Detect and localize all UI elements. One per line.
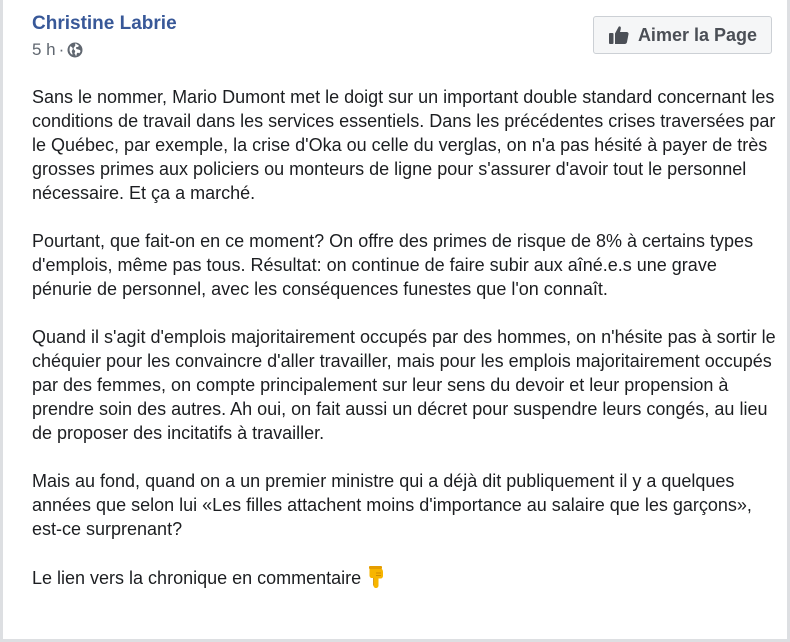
post-header xyxy=(32,12,177,60)
like-page-label: Aimer la Page xyxy=(637,24,757,45)
post-meta xyxy=(32,40,177,60)
post-last-line-text: Le lien vers la chronique en commentaire xyxy=(32,568,362,588)
post-paragraph: Pourtant, que fait-on en ce moment? On offre des primes de risque de 8% à certains types d'emplois, même pas tous. Résultat: on continue de faire subir aux aîné.e.s une grave pénurie de personnel, avec les conséquences funestes que l'on connaît. xyxy=(32,231,754,299)
author-name-link[interactable]: Christine Labrie xyxy=(32,13,177,34)
thumbs-up-icon xyxy=(608,24,630,46)
pointing-down-hand-icon xyxy=(365,565,389,589)
post-paragraph: Mais au fond, quand on a un premier ministre qui a déjà dit publiquement il y a quelques années que selon lui «Les filles attachent moins d'importance au salaire que les garçons», est-ce surprenant? xyxy=(32,471,752,539)
post-paragraph: Quand il s'agit d'emplois majoritairement occupés par des hommes, on n'hésite pas à sortir le chéquier pour les convaincre d'aller travailler, mais pour les emplois majoritairement occupés par des femmes, on compte principalement sur leur sens du devoir et leur propension à prendre soin des autres. Ah oui, on fait aussi un décret pour suspendre leurs congés, au lieu de proposer des incitatifs à travailler. xyxy=(32,327,776,443)
post-timestamp[interactable]: 5 h xyxy=(32,40,56,59)
post-paragraph-last xyxy=(32,565,777,590)
post-body xyxy=(32,85,777,614)
like-page-button[interactable] xyxy=(593,16,772,54)
meta-separator: · xyxy=(58,40,65,59)
globe-icon[interactable] xyxy=(67,42,83,58)
post-paragraph: Sans le nommer, Mario Dumont met le doigt sur un important double standard concernant les conditions de travail dans les services essentiels. Dans les précédentes crises traversées par le Québec, par exemple, la crise d'Oka ou celle du verglas, on n'a pas hésité à payer de très grosses primes aux policiers ou monteurs de ligne pour s'assurer d'avoir tout le personnel nécessaire. Et ça a marché. xyxy=(32,87,776,203)
